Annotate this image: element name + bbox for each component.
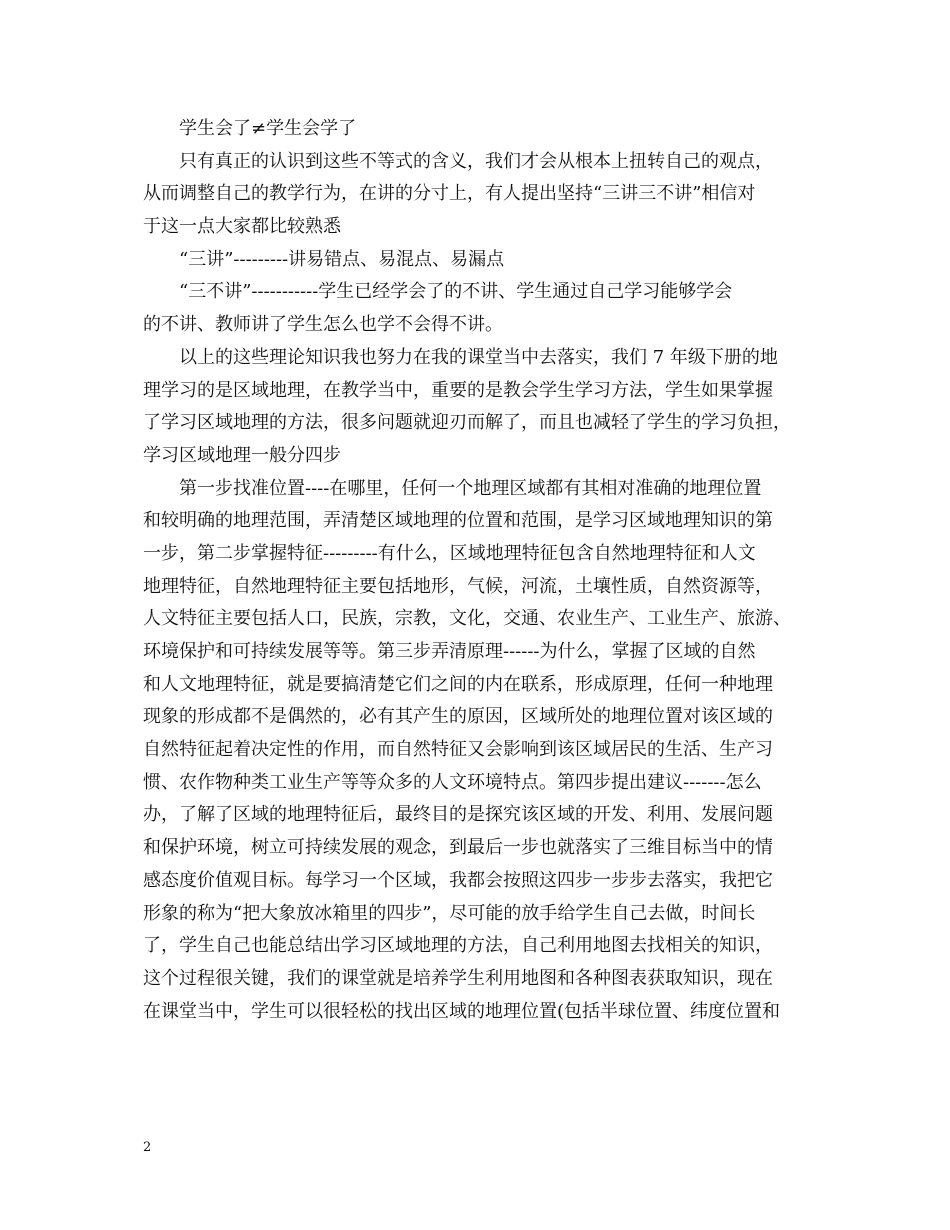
text-line: 的不讲、教师讲了学生怎么也学不会得不讲。 xyxy=(143,314,503,336)
text-line: 环境保护和可持续发展等等。第三步弄清原理------为什么，掌握了区域的自然 xyxy=(143,641,756,662)
text-line: 办，了解了区域的地理特征后，最终目的是探究该区域的开发、利用、发展问题 xyxy=(143,804,773,826)
text-line: 惯、农作物种类工业生产等等众多的人文环境特点。第四步提出建议-------怎么 xyxy=(143,771,762,793)
text-line: 从而调整自己的教学行为，在讲的分寸上，有人提出坚持“三讲三不讲”相信对 xyxy=(143,183,756,205)
text-line: 以上的这些理论知识我也努力在我的课堂当中去落实，我们 7 年级下册的地 xyxy=(179,346,778,368)
text-line: 学习区域地理一般分四步 xyxy=(143,444,341,466)
document-body xyxy=(143,113,833,1028)
text-line: 了学习区域地理的方法，很多问题就迎刃而解了，而且也减轻了学生的学习负担， xyxy=(143,412,791,434)
text-line: 和人文地理特征，就是要搞清楚它们之间的内在联系，形成原理，任何一种地理 xyxy=(143,673,773,695)
text-line: 这个过程很关键，我们的课堂就是培养学生利用地图和各种图表获取知识，现在 xyxy=(143,967,773,989)
text-line: “三不讲”-----------学生已经学会了的不讲、学生通过自己学习能够学会 xyxy=(179,281,733,303)
text-line: 只有真正的认识到这些不等式的含义，我们才会从根本上扭转自己的观点， xyxy=(179,150,773,172)
text-line: 和保护环境，树立可持续发展的观念，到最后一步也就落实了三维目标当中的情 xyxy=(143,837,773,859)
text-line: 第一步找准位置----在哪里，任何一个地理区域都有其相对准确的地理位置 xyxy=(179,477,762,499)
text-line: 感态度价值观目标。每学习一个区域，我都会按照这四步一步步去落实，我把它 xyxy=(143,869,773,891)
text-line: 现象的形成都不是偶然的，必有其产生的原因，区域所处的地理位置对该区域的 xyxy=(143,706,773,728)
page-number: 2 xyxy=(143,1140,152,1155)
text-line: 自然特征起着决定性的作用，而自然特征又会影响到该区域居民的生活、生产习 xyxy=(143,739,773,761)
text-line: 地理特征，自然地理特征主要包括地形，气候，河流，土壤性质，自然资源等， xyxy=(143,575,773,597)
text-line: 于这一点大家都比较熟悉 xyxy=(143,216,341,238)
text-line: 人文特征主要包括人口，民族，宗教，文化，交通、农业生产、工业生产、旅游、 xyxy=(143,608,791,630)
text-line: 形象的称为“把大象放冰箱里的四步”，尽可能的放手给学生自己去做，时间长 xyxy=(143,902,756,924)
text-line: “三讲”---------讲易错点、易混点、易漏点 xyxy=(179,248,505,270)
text-line: 一步，第二步掌握特征---------有什么，区域地理特征包含自然地理特征和人文 xyxy=(143,542,756,564)
text-line: 在课堂当中，学生可以很轻松的找出区域的地理位置(包括半球位置、纬度位置和 xyxy=(143,1000,781,1022)
text-line: 理学习的是区域地理，在教学当中，重要的是教会学生学习方法，学生如果掌握 xyxy=(143,379,773,401)
text-line: 学生会了≠学生会学了 xyxy=(179,118,357,139)
text-line: 了，学生自己也能总结出学习区域地理的方法，自己利用地图去找相关的知识， xyxy=(143,935,773,957)
text-line: 和较明确的地理范围，弄清楚区域地理的位置和范围，是学习区域地理知识的第 xyxy=(143,510,773,532)
